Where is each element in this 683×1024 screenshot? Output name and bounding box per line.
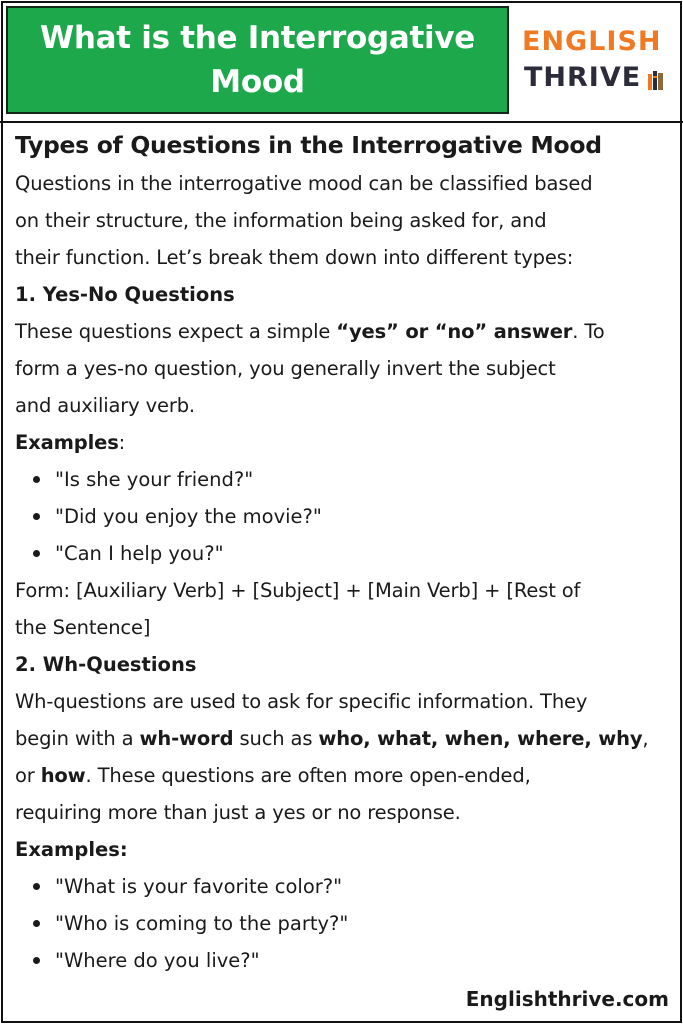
list-item — [15, 461, 673, 498]
list-item — [15, 905, 673, 942]
wh-desc-line2b: wh-word — [139, 727, 234, 750]
yes-no-questions-title: 1. Yes-No Questions — [15, 283, 235, 306]
intro-line-3: their function. Let’s break them down into different types: — [15, 246, 574, 269]
bullet-icon — [33, 513, 40, 520]
yes-no-form — [15, 572, 673, 646]
example-text: "Who is coming to the party?" — [55, 912, 349, 935]
page-title-line-1: What is the Interrogative — [40, 20, 475, 56]
page-title-line-2: Mood — [210, 64, 305, 100]
intro-line-1: Questions in the interrogative mood can be classified based — [15, 172, 593, 195]
example-text: "Did you enjoy the movie?" — [55, 505, 322, 528]
example-text: "What is your favorite color?" — [55, 875, 343, 898]
wh-examples-list — [15, 868, 673, 979]
yes-no-desc-part2: . To — [572, 320, 605, 343]
examples-label-colon: : — [118, 431, 126, 454]
logo-text-thrive: THRIVE — [524, 62, 642, 93]
example-text: "Can I help you?" — [55, 542, 224, 565]
wh-desc-line3c: . These questions are often more open-ended, — [85, 764, 531, 787]
list-item — [15, 942, 673, 979]
site-url: Englishthrive.com — [465, 987, 669, 1011]
list-item — [15, 868, 673, 905]
yes-no-desc-bold: “yes” or “no” answer — [336, 320, 573, 343]
wh-desc-line2c: such as — [233, 727, 319, 750]
header-divider — [0, 121, 683, 123]
wh-questions-title: 2. Wh-Questions — [15, 653, 197, 676]
example-text: "Is she your friend?" — [55, 468, 254, 491]
bullet-icon — [33, 957, 40, 964]
yes-no-desc-line3: and auxiliary verb. — [15, 394, 195, 417]
bullet-icon — [33, 550, 40, 557]
yes-no-examples-label — [15, 424, 673, 461]
example-text: "Where do you live?" — [55, 949, 260, 972]
wh-desc-line4: requiring more than just a yes or no response. — [15, 801, 461, 824]
yes-no-desc-line2: form a yes-no question, you generally invert the subject — [15, 357, 556, 380]
wh-desc-line2a: begin with a — [15, 727, 140, 750]
examples-label-bold: Examples — [15, 431, 119, 454]
yes-no-description — [15, 313, 673, 424]
yes-no-desc-part1: These questions expect a simple — [15, 320, 337, 343]
books-icon — [648, 70, 664, 90]
form-line-1: Form: [Auxiliary Verb] + [Subject] + [Main Verb] + [Rest of — [15, 579, 581, 602]
yes-no-examples-list — [15, 461, 673, 572]
bullet-icon — [33, 883, 40, 890]
wh-desc-line3a: or — [15, 764, 41, 787]
bullet-icon — [33, 476, 40, 483]
title-banner — [6, 6, 509, 114]
article-body — [15, 125, 673, 979]
logo-text-english: ENGLISH — [522, 26, 662, 57]
wh-desc-line3b: how — [40, 764, 86, 787]
intro-paragraph — [15, 165, 673, 276]
english-thrive-logo — [522, 26, 672, 96]
section-heading: Types of Questions in the Interrogative Mood — [15, 131, 602, 159]
list-item — [15, 498, 673, 535]
bullet-icon — [33, 920, 40, 927]
wh-description — [15, 683, 673, 831]
wh-desc-line1: Wh-questions are used to ask for specific information. They — [15, 690, 588, 713]
intro-line-2: on their structure, the information being asked for, and — [15, 209, 547, 232]
header — [0, 0, 683, 122]
wh-desc-line2e: , — [642, 727, 649, 750]
list-item — [15, 535, 673, 572]
wh-desc-line2d: who, what, when, where, why — [318, 727, 643, 750]
form-line-2: the Sentence] — [15, 616, 151, 639]
wh-examples-label: Examples: — [15, 838, 128, 861]
